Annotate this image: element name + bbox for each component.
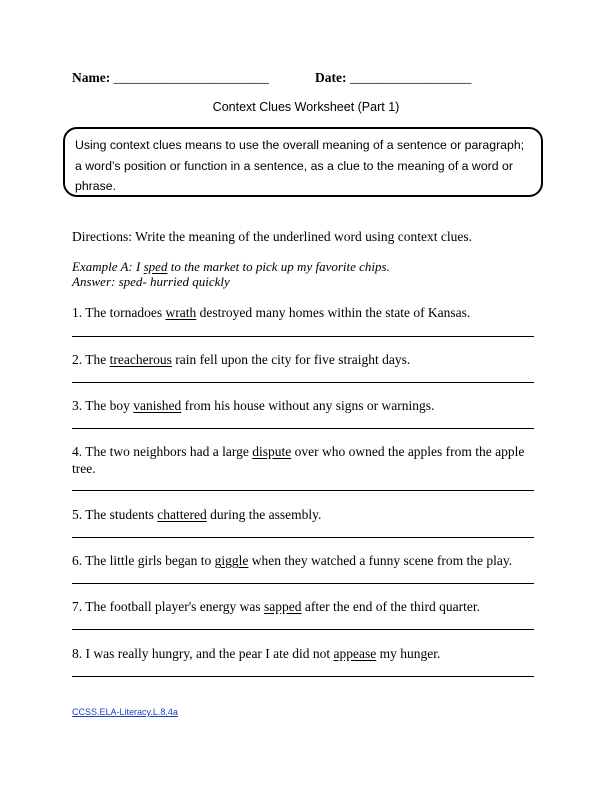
question-4 [72, 444, 540, 477]
example-block [72, 259, 390, 289]
question-text: 6. The little girls began to [72, 553, 215, 568]
example-prefix: Example A: I [72, 259, 144, 274]
answer-line-7[interactable] [72, 629, 534, 630]
underlined-word: appease [333, 646, 377, 661]
question-text: from his house without any signs or warnings. [181, 398, 435, 413]
name-blank[interactable]: _______________________ [113, 70, 269, 85]
question-text: over who owned the apples from the apple tree. [72, 444, 525, 476]
question-text: 1. The tornadoes [72, 305, 166, 320]
example-sentence [72, 259, 390, 274]
underlined-word: dispute [252, 444, 292, 459]
question-text: after the end of the third quarter. [301, 599, 480, 614]
question-text: rain fell upon the city for five straight days. [171, 352, 411, 367]
question-3 [72, 398, 540, 415]
answer-line-2[interactable] [72, 382, 534, 383]
question-text: during the assembly. [206, 507, 322, 522]
question-text: my hunger. [376, 646, 441, 661]
date-blank[interactable]: __________________ [349, 70, 472, 85]
underlined-word: wrath [165, 305, 197, 320]
question-1 [72, 305, 540, 322]
question-text: 3. The boy [72, 398, 134, 413]
underlined-word: sapped [264, 599, 302, 614]
example-answer: Answer: sped- hurried quickly [72, 274, 230, 289]
answer-line-4[interactable] [72, 490, 534, 491]
question-text: 5. The students [72, 507, 158, 522]
question-text: 2. The [72, 352, 110, 367]
answer-line-5[interactable] [72, 537, 534, 538]
question-text: 7. The football player's energy was [72, 599, 265, 614]
underlined-word: treacherous [109, 352, 172, 367]
answer-line-1[interactable] [72, 336, 534, 337]
name-field [72, 70, 269, 86]
answer-line-8[interactable] [72, 676, 534, 677]
underlined-word: giggle [214, 553, 249, 568]
question-8 [72, 646, 540, 663]
question-text: destroyed many homes within the state of Kansas. [196, 305, 471, 320]
question-text: 8. I was really hungry, and the pear I ate did not [72, 646, 334, 661]
question-text: when they watched a funny scene from the play. [248, 553, 513, 568]
date-label: Date: [315, 70, 347, 85]
answer-line-3[interactable] [72, 428, 534, 429]
worksheet-title: Context Clues Worksheet (Part 1) [212, 100, 400, 114]
name-label: Name: [72, 70, 111, 85]
directions: Directions: Write the meaning of the underlined word using context clues. [72, 229, 472, 244]
question-6 [72, 553, 540, 570]
example-suffix: to the market to pick up my favorite chips. [167, 259, 390, 274]
underlined-word: vanished [133, 398, 182, 413]
underlined-word: chattered [157, 507, 207, 522]
question-7 [72, 599, 540, 616]
standard-link[interactable]: CCSS.ELA-Literacy.L.8.4a [72, 707, 178, 717]
date-field [315, 70, 471, 86]
question-text: 4. The two neighbors had a large [72, 444, 253, 459]
question-5 [72, 507, 540, 524]
question-2 [72, 352, 540, 369]
answer-line-6[interactable] [72, 583, 534, 584]
example-underlined-word: sped [143, 259, 168, 274]
definition-box: Using context clues means to use the overall meaning of a sentence or paragraph; a word’s position or function in a sentence, as a clue to the meaning of a word or phrase. [63, 127, 543, 197]
